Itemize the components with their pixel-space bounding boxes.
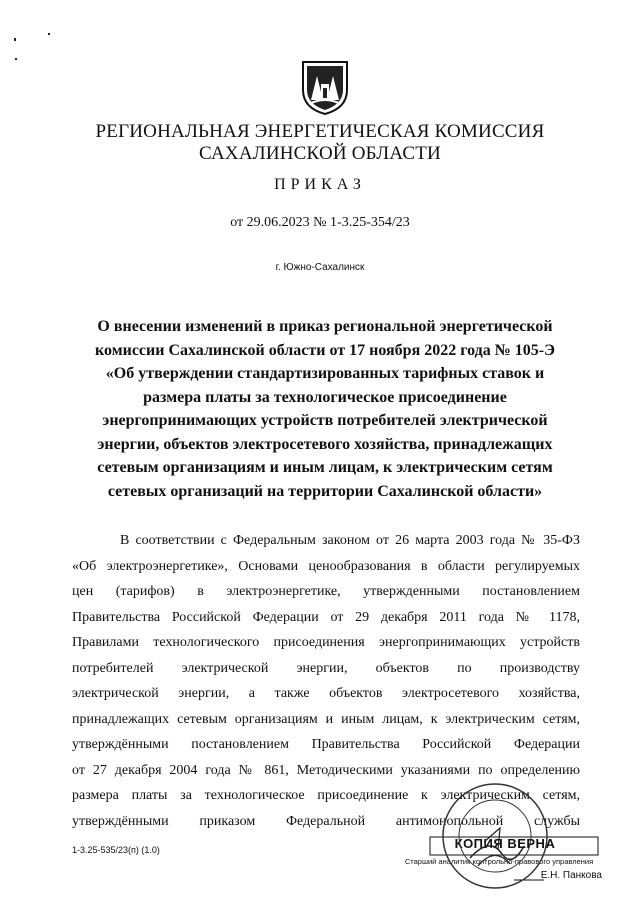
- title-line: энергопринимающих устройств потребителей электрической: [102, 412, 548, 429]
- title-line: сетевым организациям и иным лицам, к электрическим сетям: [97, 459, 553, 476]
- title-line: размера платы за технологическое присоединение: [143, 388, 507, 406]
- title-line: энергии, объектов электросетевого хозяйства, принадлежащих: [97, 435, 553, 453]
- organization-name-line2: САХАЛИНСКОЙ ОБЛАСТИ: [199, 143, 441, 164]
- body-line: утверждёнными постановлением Правительства Российской Федерации: [72, 737, 580, 752]
- scan-speck: [14, 38, 16, 41]
- organization-name-line1: РЕГИОНАЛЬНАЯ ЭНЕРГЕТИЧЕСКАЯ КОМИССИЯ: [95, 121, 545, 142]
- body-line: утверждёнными приказом Федеральной антимонопольной службы: [72, 813, 580, 829]
- body-line: В соответствии с Федеральным законом от 26 марта 2003 года № 35-ФЗ: [120, 533, 580, 548]
- body-line: Правительства Российской Федерации от 29 декабря 2011 года № 1178,: [72, 609, 580, 625]
- city: г. Южно-Сахалинск: [275, 262, 365, 273]
- coat-of-arms-icon: [301, 60, 349, 116]
- order-number: от 29.06.2023 № 1-3.25-354/23: [230, 215, 410, 230]
- title-line: «Об утверждении стандартизированных тарифных ставок и: [105, 365, 545, 382]
- body-line: потребителей электрической энергии, объектов по производству: [72, 660, 580, 676]
- title-line: О внесении изменений в приказ региональной энергетической: [97, 318, 553, 335]
- stamp-position: Старший аналитик контрольно-правового управления: [404, 857, 594, 866]
- document-type: ПРИКАЗ: [274, 176, 366, 193]
- title-line: сетевых организаций на территории Сахалинской области»: [107, 482, 543, 500]
- body-line: Правилами технологического присоединения энергопринимающих устройств: [72, 635, 580, 650]
- body-line: электрической энергии, а также объектов электросетевого хозяйства,: [72, 686, 580, 701]
- body-line: принадлежащих сетевым организациям и иным лицам, к электрическим сетям,: [72, 711, 580, 727]
- scan-speck: [15, 58, 17, 60]
- body-line: размера платы за технологическое присоединение к электрическим сетям,: [72, 788, 580, 803]
- document-code: 1-3.25-535/23(п) (1.0): [72, 845, 160, 855]
- body-line: цен (тарифов) в электроэнергетике, утвержденными постановлением: [72, 584, 580, 599]
- body-line: «Об электроэнергетике», Основами ценообразования в области регулируемых: [72, 558, 580, 574]
- document-title: [60, 315, 590, 503]
- title-line: комиссии Сахалинской области от 17 ноября 2022 года № 105-Э: [95, 341, 555, 359]
- official-seal-icon: [440, 776, 550, 896]
- stamp-title: КОПИЯ ВЕРНА: [454, 836, 556, 851]
- scan-speck: [48, 33, 50, 35]
- body-line: от 27 декабря 2004 года № 861, Методическими указаниями по определению: [72, 762, 580, 778]
- stamp-signer-name: Е.Н. Панкова: [540, 870, 602, 881]
